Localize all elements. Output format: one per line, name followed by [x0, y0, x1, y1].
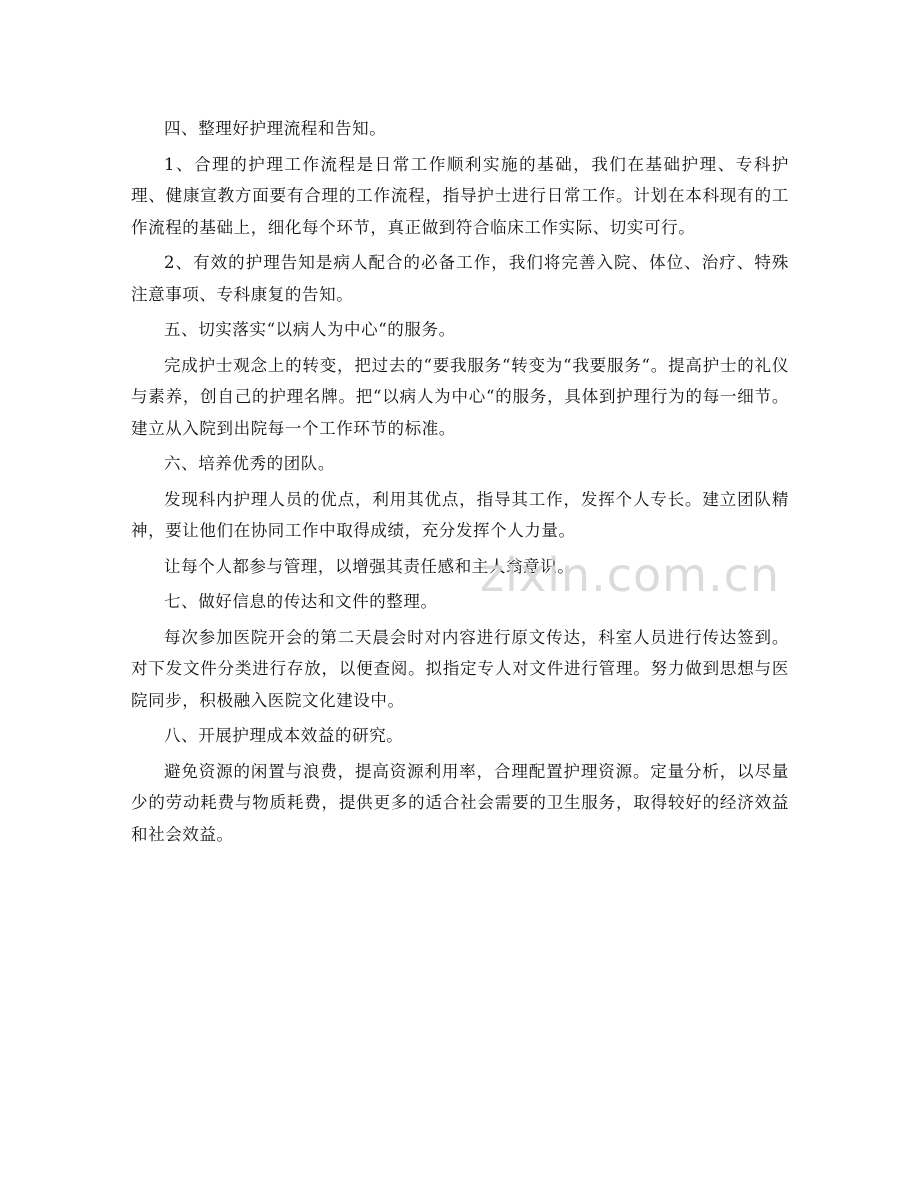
section-heading-7: 七、做好信息的传达和文件的整理。 — [164, 592, 438, 611]
section-heading-6: 六、培养优秀的团队。 — [164, 454, 335, 473]
section-heading-5: 五、切实落实“以病人为中心“的服务。 — [164, 320, 456, 339]
section-heading-4: 四、整理好护理流程和告知。 — [164, 119, 387, 138]
section-heading-8: 八、开展护理成本效益的研究。 — [164, 726, 404, 745]
watermark: zixin.com.cn — [480, 548, 781, 602]
document-body — [131, 113, 789, 854]
paragraph: 发现科内护理人员的优点，利用其优点，指导其工作，发挥个人专长。建立团队精神，要让他们在协同工作中取得成绩，充分发挥个人力量。 — [131, 489, 789, 540]
paragraph: 避免资源的闲置与浪费，提高资源利用率，合理配置护理资源。定量分析，以尽量少的劳动耗费与物质耗费，提供更多的适合社会需要的卫生服务，取得较好的经济效益和社会效益。 — [131, 761, 789, 844]
paragraph: 完成护士观念上的转变，把过去的“要我服务“转变为“我要服务“。提高护士的礼仪与素养，创自己的护理名牌。把“以病人为中心“的服务，具体到护理行为的每一细节。建立从入院到出院每一个工作环节的标准。 — [131, 355, 789, 438]
paragraph: 1、合理的护理工作流程是日常工作顺利实施的基础，我们在基础护理、专科护理、健康宣教方面要有合理的工作流程，指导护士进行日常工作。计划在本科现有的工作流程的基础上，细化每个环节，真正做到符合临床工作实际、切实可行。 — [131, 154, 789, 237]
paragraph: 让每个人都参与管理，以增强其责任感和主人翁意识。 — [164, 556, 575, 576]
paragraph: 2、有效的护理告知是病人配合的必备工作，我们将完善入院、体位、治疗、特殊注意事项、专科康复的告知。 — [131, 253, 789, 304]
paragraph: 每次参加医院开会的第二天晨会时对内容进行原文传达，科室人员进行传达签到。对下发文件分类进行存放，以便查阅。拟指定专人对文件进行管理。努力做到思想与医院同步，积极融入医院文化建设中。 — [131, 627, 789, 710]
